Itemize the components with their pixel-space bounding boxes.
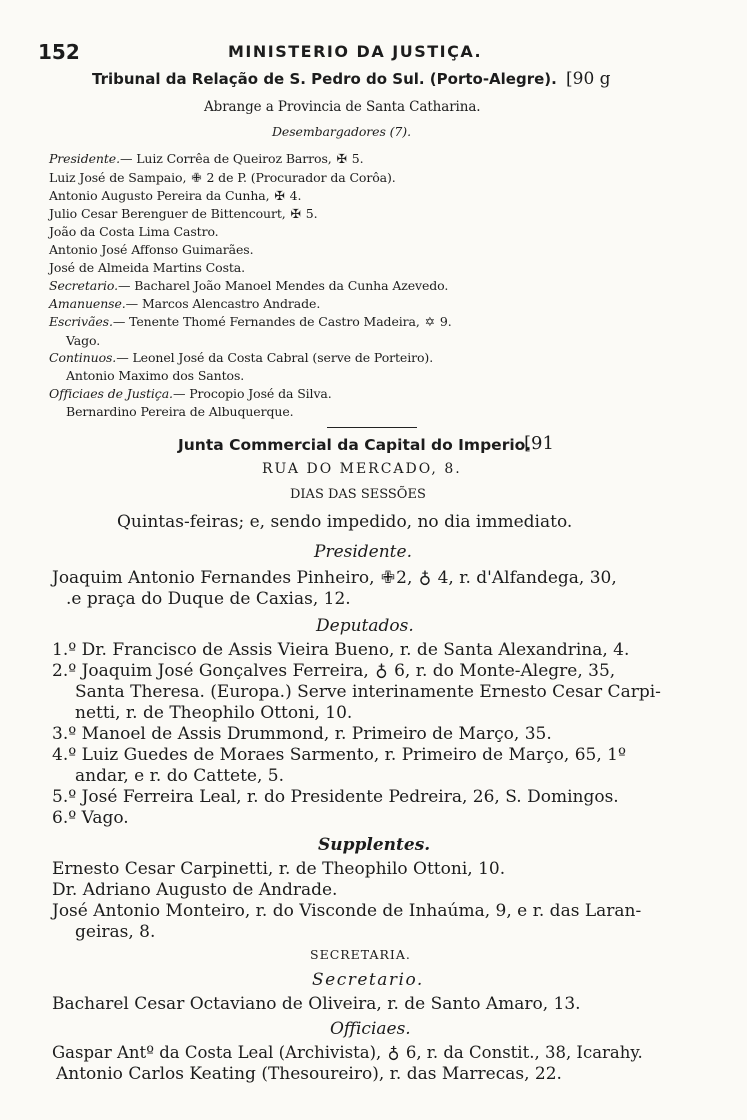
- section-divider: [327, 427, 417, 428]
- rose-icon: ✠: [290, 206, 301, 221]
- tribunal-title: Tribunal da Relação de S. Pedro do Sul. (Porto-Alegre).: [92, 70, 557, 88]
- page-number: 152: [38, 40, 80, 64]
- junta-presidente: Joaquim Antonio Fernandes Pinheiro, ✙2, ♁ 4, r. d'Alfandega, 30,: [52, 568, 617, 588]
- supplente-1: Ernesto Cesar Carpinetti, r. de Theophilo Ottoni, 10.: [52, 859, 506, 879]
- supplentes-heading: Supplentes.: [318, 835, 431, 855]
- deputado-2-line3: netti, r. de Theophilo Ottoni, 10.: [75, 703, 353, 723]
- tribunal-officiaes-2: Bernardino Pereira de Albuquerque.: [66, 404, 294, 419]
- desembargador-6: Antonio José Affonso Guimarães.: [49, 242, 254, 257]
- star-icon: ✡: [424, 314, 435, 329]
- desembargadores-heading: Desembargadores (7).: [272, 124, 411, 139]
- tribunal-scope: Abrange a Provincia de Santa Catharina.: [204, 99, 481, 115]
- desembargador-5: João da Costa Lima Castro.: [49, 224, 219, 239]
- deputado-3: 3.º Manoel de Assis Drummond, r. Primeiro de Março, 35.: [52, 724, 552, 744]
- deputado-2-line2: Santa Theresa. (Europa.) Serve interinamente Ernesto Cesar Carpi-: [75, 682, 661, 702]
- cross-icon: ✙: [191, 170, 202, 185]
- deputado-4-line2: andar, e r. do Cattete, 5.: [75, 766, 285, 786]
- tribunal-ref: [90 g: [566, 69, 611, 89]
- medal-icon: ♁: [375, 661, 388, 681]
- desembargador-7: José de Almeida Martins Costa.: [49, 260, 246, 275]
- deputado-1: 1.º Dr. Francisco de Assis Vieira Bueno, r. de Santa Alexandrina, 4.: [52, 640, 630, 660]
- tribunal-secretario: Secretario.— Bacharel João Manoel Mendes da Cunha Azevedo.: [49, 278, 449, 293]
- junta-secretario: Bacharel Cesar Octaviano de Oliveira, r. de Santo Amaro, 13.: [52, 994, 581, 1014]
- rose-icon: ✠: [274, 188, 285, 203]
- junta-presidente-address: .e praça do Duque de Caxias, 12.: [66, 589, 351, 609]
- desembargador-4: Julio Cesar Berenguer de Bittencourt, ✠ 5.: [49, 206, 318, 221]
- tribunal-escrivaes: Escrivães.— Tenente Thomé Fernandes de Castro Madeira, ✡ 9.: [49, 314, 452, 329]
- deputados-heading: Deputados.: [316, 616, 414, 636]
- tribunal-vago: Vago.: [66, 333, 101, 348]
- cross-icon: ✙: [380, 568, 396, 588]
- tribunal-presidente: Presidente.— Luiz Corrêa de Queiroz Barros, ✠ 5.: [49, 151, 364, 166]
- deputado-5: 5.º José Ferreira Leal, r. do Presidente Pedreira, 26, S. Domingos.: [52, 787, 619, 807]
- deputado-4: 4.º Luiz Guedes de Moraes Sarmento, r. Primeiro de Março, 65, 1º: [52, 745, 626, 765]
- junta-official-2: Antonio Carlos Keating (Thesoureiro), r. das Marrecas, 22.: [56, 1064, 562, 1084]
- supplente-3: José Antonio Monteiro, r. do Visconde de Inhaúma, 9, e r. das Laran-: [52, 901, 642, 921]
- junta-title: Junta Commercial da Capital do Imperio.: [178, 436, 532, 454]
- sessions-heading: DIAS DAS SESSÕES: [290, 487, 426, 502]
- secretaria-heading: SECRETARIA.: [310, 947, 411, 962]
- deputado-6: 6.º Vago.: [52, 808, 129, 828]
- junta-official-1: Gaspar Antº da Costa Leal (Archivista), ♁ 6, r. da Constit., 38, Icarahy.: [52, 1043, 643, 1062]
- junta-presidente-heading: Presidente.: [314, 542, 412, 562]
- medal-icon: ♁: [387, 1043, 400, 1062]
- desembargador-2: Luiz José de Sampaio, ✙ 2 de P. (Procurador da Corôa).: [49, 170, 396, 185]
- running-title: MINISTERIO DA JUSTIÇA.: [228, 42, 483, 61]
- junta-address: RUA DO MERCADO, 8.: [262, 461, 462, 477]
- junta-officiaes-heading: Officiaes.: [330, 1019, 411, 1039]
- medal-icon: ♁: [418, 568, 432, 588]
- tribunal-continuos-2: Antonio Maximo dos Santos.: [66, 368, 245, 383]
- supplente-2: Dr. Adriano Augusto de Andrade.: [52, 880, 338, 900]
- desembargador-3: Antonio Augusto Pereira da Cunha, ✠ 4.: [49, 188, 302, 203]
- tribunal-amanuense: Amanuense.— Marcos Alencastro Andrade.: [49, 296, 321, 311]
- tribunal-officiaes: Officiaes de Justiça.— Procopio José da Silva.: [49, 386, 332, 401]
- deputado-2: 2.º Joaquim José Gonçalves Ferreira, ♁ 6, r. do Monte-Alegre, 35,: [52, 661, 616, 681]
- tribunal-continuos: Continuos.— Leonel José da Costa Cabral (serve de Porteiro).: [49, 350, 434, 365]
- junta-ref: [91: [524, 433, 554, 454]
- supplente-3-line2: geiras, 8.: [75, 922, 156, 942]
- junta-secretario-heading: Secretario.: [312, 970, 424, 990]
- sessions-text: Quintas-feiras; e, sendo impedido, no dia immediato.: [117, 512, 573, 532]
- rose-icon: ✠: [336, 151, 347, 166]
